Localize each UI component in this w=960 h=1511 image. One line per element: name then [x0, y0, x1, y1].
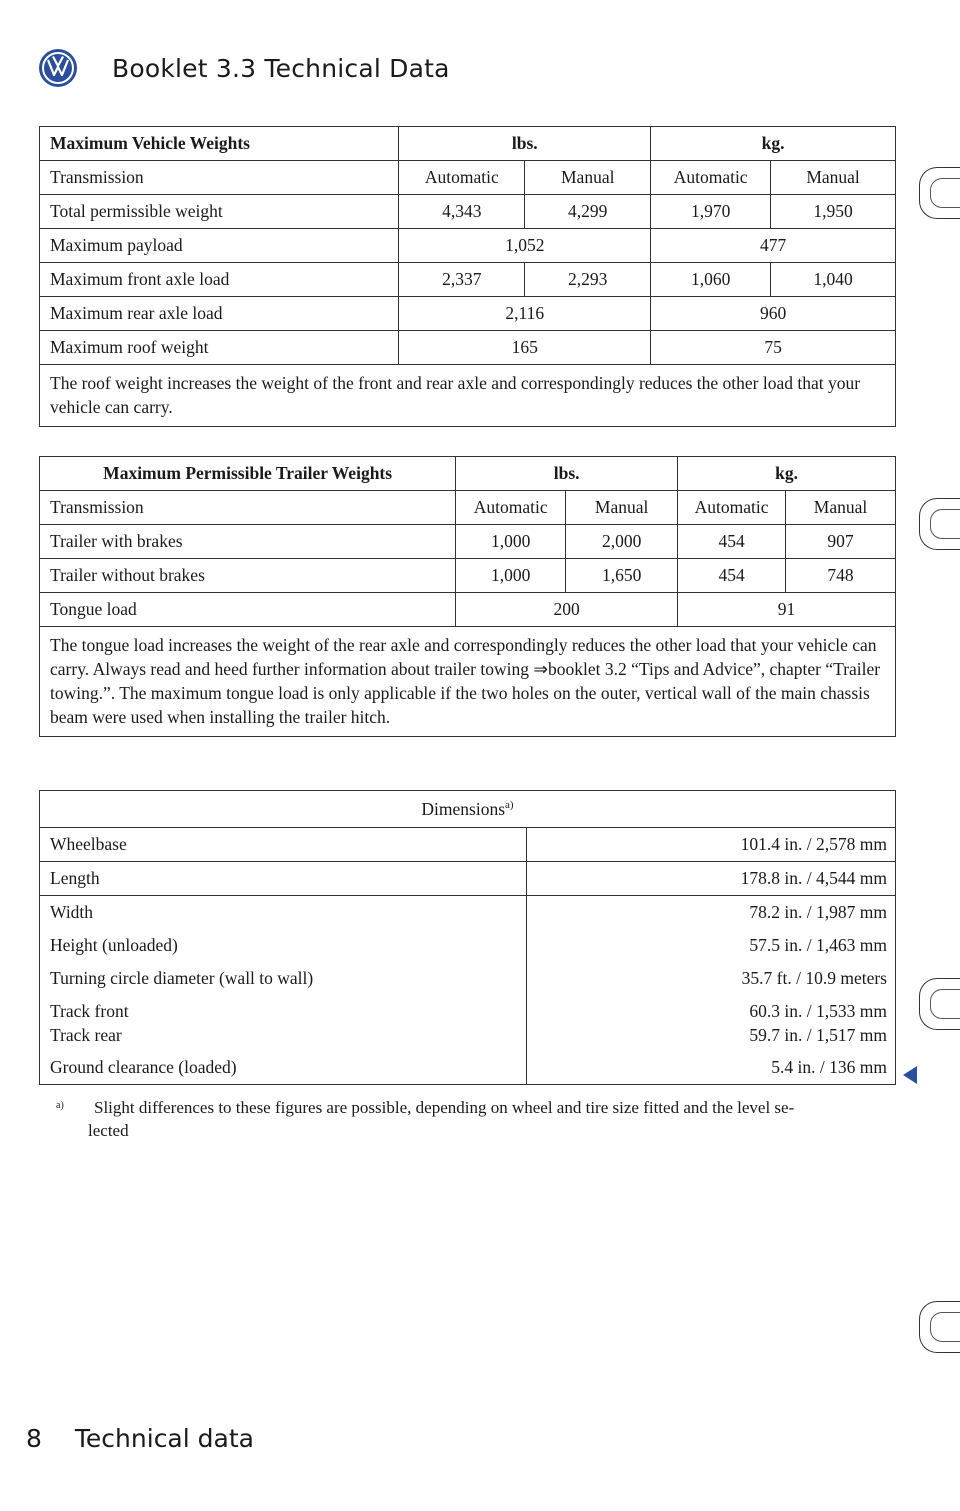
cell-value: 1,950 [771, 195, 896, 229]
table-header-row [40, 791, 896, 828]
cell-value: 1,000 [456, 525, 566, 559]
table-heading: Maximum Permissible Trailer Weights [40, 457, 456, 491]
table-heading: Maximum Vehicle Weights [40, 127, 399, 161]
cell-value: 35.7 ft. / 10.9 meters [527, 962, 896, 995]
vw-logo-icon [38, 48, 78, 88]
cell-value: 2,000 [566, 525, 678, 559]
footnote-ref: a) [505, 798, 514, 811]
page-header [38, 46, 450, 90]
cell-value: 91 [678, 593, 896, 627]
cell-value: 5.4 in. / 136 mm [527, 1051, 896, 1085]
row-label: Ground clearance (loaded) [40, 1051, 527, 1085]
table-row [40, 195, 896, 229]
vehicle-weights-table [39, 126, 896, 427]
track-front-value: 60.3 in. / 1,533 mm [749, 1001, 887, 1021]
table-row [40, 828, 896, 862]
col-automatic: Automatic [651, 161, 771, 195]
table-row [40, 229, 896, 263]
row-label: Wheelbase [40, 828, 527, 862]
cell-value: 4,299 [525, 195, 651, 229]
footer-section-title: Technical data [74, 1424, 254, 1453]
row-label: Tongue load [40, 593, 456, 627]
cell-value: 1,970 [651, 195, 771, 229]
table-row [40, 962, 896, 995]
cell-value: 454 [678, 525, 786, 559]
cell-value: 75 [651, 331, 896, 365]
edge-tab-icon [919, 978, 960, 1030]
page-footer [26, 1424, 254, 1453]
row-label: Total permissible weight [40, 195, 399, 229]
unit-lbs: lbs. [399, 127, 651, 161]
table-note-row [40, 365, 896, 427]
cell-value: 960 [651, 297, 896, 331]
table-header-row [40, 457, 896, 491]
cell-value: 454 [678, 559, 786, 593]
table-row [40, 995, 896, 1051]
table-row [40, 559, 896, 593]
track-rear-label: Track rear [50, 1025, 122, 1045]
cell-value: 748 [786, 559, 896, 593]
cell-value: 1,060 [651, 263, 771, 297]
row-label: Height (unloaded) [40, 929, 527, 962]
track-front-label: Track front [50, 1001, 129, 1021]
cell-value: 1,650 [566, 559, 678, 593]
footnote-text-line1: Slight differences to these figures are possible, depending on wheel and tire size fitted and the level se- [94, 1098, 795, 1117]
row-label: Maximum front axle load [40, 263, 399, 297]
table-note: The tongue load increases the weight of the rear axle and correspondingly reduces the other load that your vehicle can carry. Always read and heed further information about trailer towing ⇒booklet 3.2 “Tips and Advice”, chapter “Trailer towing.”. The maximum tongue load is only applicable if the two holes on the outer, vertical wall of the main chassis beam were used when installing the trailer hitch. [40, 627, 896, 737]
cell-value: 57.5 in. / 1,463 mm [527, 929, 896, 962]
page-title: Booklet 3.3 Technical Data [112, 53, 450, 83]
cell-value: 2,337 [399, 263, 525, 297]
cell-value: 178.8 in. / 4,544 mm [527, 862, 896, 896]
cell-value: 477 [651, 229, 896, 263]
table-row [40, 862, 896, 896]
col-manual: Manual [566, 491, 678, 525]
table-row [40, 263, 896, 297]
table-row [40, 297, 896, 331]
table-row [40, 593, 896, 627]
table-row [40, 896, 896, 930]
row-label: Length [40, 862, 527, 896]
row-label: Trailer with brakes [40, 525, 456, 559]
table-heading [40, 791, 896, 828]
unit-kg: kg. [651, 127, 896, 161]
cell-value: 1,052 [399, 229, 651, 263]
table-row [40, 525, 896, 559]
dimensions-title: Dimensions [421, 798, 506, 819]
dimensions-table [39, 790, 896, 1085]
cell-value: 1,000 [456, 559, 566, 593]
trailer-weights-table [39, 456, 896, 737]
cell-value: 165 [399, 331, 651, 365]
cell-value: 2,293 [525, 263, 651, 297]
table-row [40, 491, 896, 525]
table-note: The roof weight increases the weight of the front and rear axle and correspondingly reduces the other load that your vehicle can carry. [40, 365, 896, 427]
edge-tab-icon [919, 1301, 960, 1353]
row-label: Maximum rear axle load [40, 297, 399, 331]
track-rear-value: 59.7 in. / 1,517 mm [749, 1025, 887, 1045]
col-manual: Manual [786, 491, 896, 525]
row-label: Maximum roof weight [40, 331, 399, 365]
row-label: Transmission [40, 161, 399, 195]
unit-kg: kg. [678, 457, 896, 491]
table-header-row [40, 127, 896, 161]
cell-value: 907 [786, 525, 896, 559]
page-number: 8 [26, 1424, 42, 1453]
table-row [40, 929, 896, 962]
row-label: Width [40, 896, 527, 930]
table-row [40, 161, 896, 195]
cell-value: 78.2 in. / 1,987 mm [527, 896, 896, 930]
edge-tab-icon [919, 498, 960, 550]
footnote [56, 1096, 896, 1142]
cell-value [527, 995, 896, 1051]
col-manual: Manual [771, 161, 896, 195]
cell-value: 1,040 [771, 263, 896, 297]
edge-tab-icon [919, 167, 960, 219]
cell-value: 200 [456, 593, 678, 627]
cell-value: 4,343 [399, 195, 525, 229]
row-label: Trailer without brakes [40, 559, 456, 593]
row-label: Maximum payload [40, 229, 399, 263]
section-end-arrow-icon [903, 1066, 917, 1084]
cell-value: 2,116 [399, 297, 651, 331]
table-row [40, 331, 896, 365]
row-label: Transmission [40, 491, 456, 525]
footnote-text-line2: lected [88, 1121, 129, 1140]
footnote-marker: a) [56, 1100, 64, 1111]
col-automatic: Automatic [399, 161, 525, 195]
col-automatic: Automatic [456, 491, 566, 525]
unit-lbs: lbs. [456, 457, 678, 491]
col-automatic: Automatic [678, 491, 786, 525]
row-label [40, 995, 527, 1051]
table-row [40, 1051, 896, 1085]
table-note-row [40, 627, 896, 737]
row-label: Turning circle diameter (wall to wall) [40, 962, 527, 995]
cell-value: 101.4 in. / 2,578 mm [527, 828, 896, 862]
col-manual: Manual [525, 161, 651, 195]
